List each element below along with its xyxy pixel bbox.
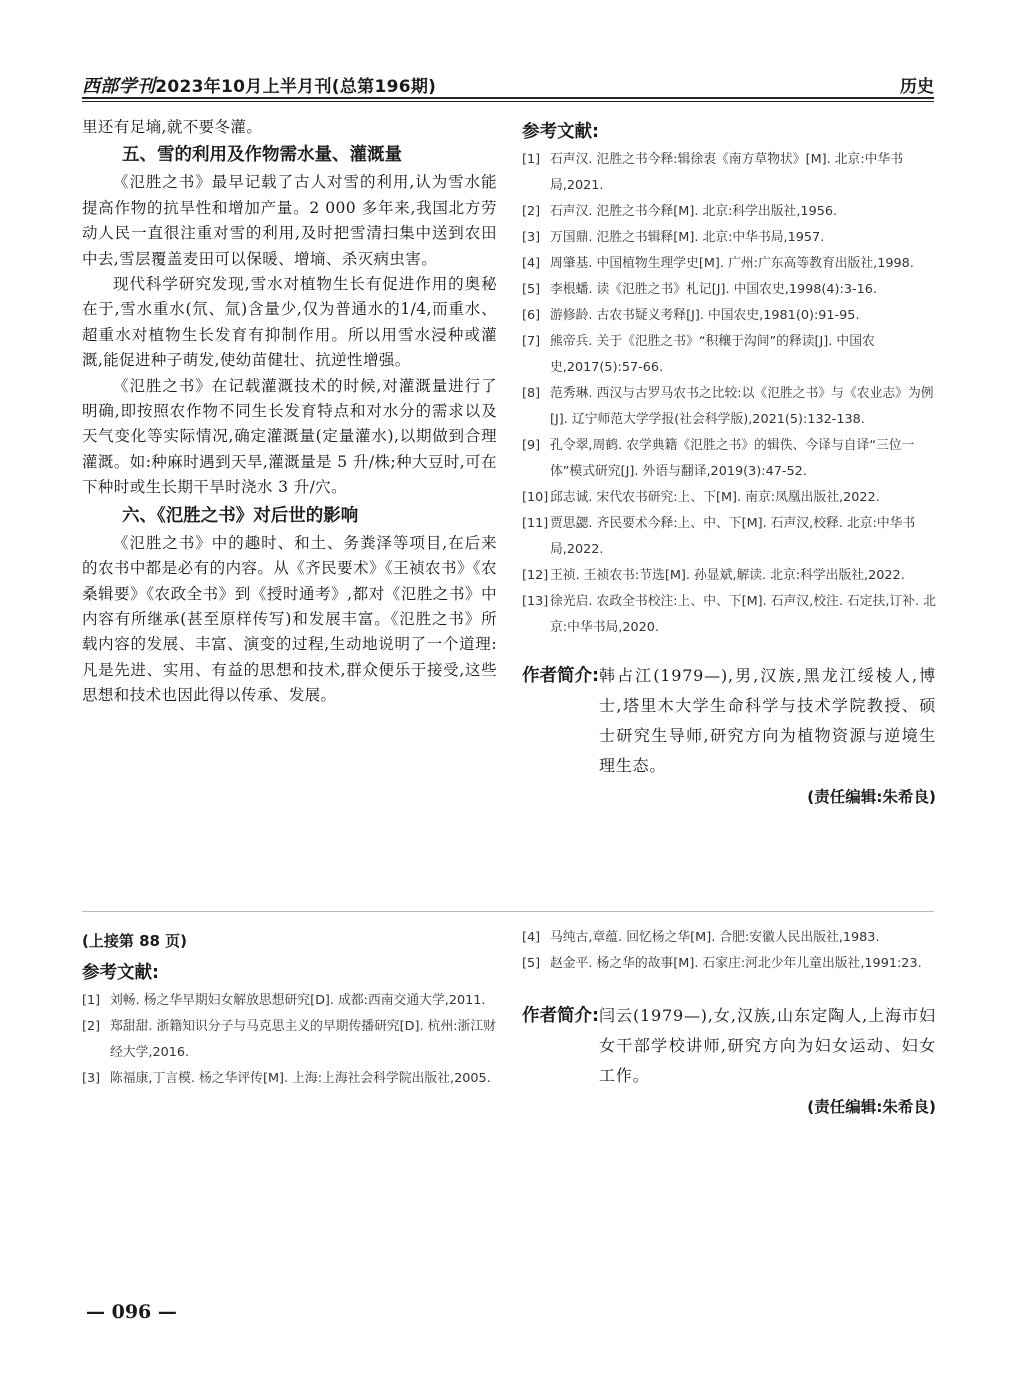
header-rule — [82, 97, 934, 99]
reference-item: [9] 孔令翠,周鹤. 农学典籍《氾胜之书》的辑佚、今译与自译“三位一体”模式研究[J]. 外语与翻译,2019(3):47-52. — [522, 438, 915, 479]
author-text: 闫云(1979—),女,汉族,山东定陶人,上海市妇女干部学校讲师,研究方向为妇女运动、妇女工作。 — [599, 1006, 936, 1085]
reference-item: [7] 熊帝兵. 关于《氾胜之书》“积穰于沟间”的释读[J]. 中国农史,2017(5):57-66. — [522, 334, 875, 375]
reference-item: [2] 石声汉. 氾胜之书今释[M]. 北京:科学出版社,1956. — [522, 204, 838, 219]
reference-item: [1] 石声汉. 氾胜之书今释:辑徐衷《南方草物状》[M]. 北京:中华书局,2021. — [522, 152, 904, 193]
section-heading-5: 五、雪的利用及作物需水量、灌溉量 — [122, 145, 402, 166]
section-heading-6: 六、《氾胜之书》对后世的影响 — [122, 505, 359, 526]
references-heading: 参考文献: — [522, 122, 599, 142]
reference-item: [1] 刘畅. 杨之华早期妇女解放思想研究[D]. 成都:西南交通大学,2011. — [82, 993, 486, 1008]
body-paragraph: 现代科学研究发现,雪水对植物生长有促进作用的奥秘在于,雪水重水(氘、氚)含量少,仅为普通水的1/4,而重水、超重水对植物生长发育有抑制作用。所以用雪水浸种或灌溉,能促进种子萌发,使幼苗健壮、抗逆性增强。 — [82, 275, 497, 370]
bottom-left-block — [82, 930, 497, 1092]
reference-item: [4] 周肇基. 中国植物生理学史[M]. 广州:广东高等教育出版社,1998. — [522, 256, 914, 271]
header-rule-thin — [82, 101, 934, 102]
reference-item: [3] 陈福康,丁言模. 杨之华评传[M]. 上海:上海社会科学院出版社,2005. — [82, 1071, 491, 1086]
reference-item: [11] 贾思勰. 齐民要术今释:上、中、下[M]. 石声汉,校释. 北京:中华书局,2022. — [522, 516, 916, 557]
body-paragraph: 《氾胜之书》最早记载了古人对雪的利用,认为雪水能提高作物的抗旱性和增加产量。2 000 多年来,我国北方劳动人民一直很注重对雪的利用,及时把雪清扫集中送到农田中去,雪层覆盖麦田可以保暖、增墒、杀灭病虫害。 — [82, 173, 497, 268]
reference-item: [3] 万国鼎. 氾胜之书辑释[M]. 北京:中华书局,1957. — [522, 230, 825, 245]
author-bio — [522, 661, 936, 781]
reference-item: [5] 赵金平. 杨之华的故事[M]. 石家庄:河北少年儿童出版社,1991:23. — [522, 956, 922, 971]
author-label: 作者简介: — [522, 666, 599, 686]
author-label: 作者简介: — [522, 1006, 599, 1026]
journal-logo: 西部学刊 — [82, 76, 156, 97]
bottom-right-block — [522, 925, 936, 1117]
reference-item: [12] 王祯. 王祯农书:节选[M]. 孙显斌,解读. 北京:科学出版社,2022. — [522, 568, 905, 583]
reference-item: [5] 李根蟠. 读《氾胜之书》札记[J]. 中国农史,1998(4):3-16. — [522, 282, 877, 297]
journal-title — [82, 72, 436, 98]
reference-item: [6] 游修龄. 古农书疑义考释[J]. 中国农史,1981(0):91-95. — [522, 308, 860, 323]
body-paragraph: 《氾胜之书》中的趣时、和土、务粪泽等项目,在后来的农书中都是必有的内容。从《齐民要术》《王祯农书》《农桑辑要》《农政全书》到《授时通考》,都对《氾胜之书》中内容有所继承(甚至原样传写)和发展丰富。《氾胜之书》所载内容的发展、丰富、演变的过程,生动地说明了一个道理:凡是先进、实用、有益的思想和技术,群众便乐于接受,这些思想和技术也因此得以传承、发展。 — [82, 533, 497, 705]
reference-item: [4] 马纯古,章蕴. 回忆杨之华[M]. 合肥:安徽人民出版社,1983. — [522, 930, 880, 945]
references-heading: 参考文献: — [82, 963, 159, 983]
author-bio — [522, 1001, 936, 1091]
reference-item: [2] 郑甜甜. 浙籍知识分子与马克思主义的早期传播研究[D]. 杭州:浙江财经大学,2016. — [82, 1019, 496, 1060]
reference-item: [10] 邱志诚. 宋代农书研究:上、下[M]. 南京:凤凰出版社,2022. — [522, 490, 880, 505]
section-divider — [82, 911, 934, 912]
editor-credit: (责任编辑:朱希良) — [807, 1098, 936, 1116]
left-column — [82, 115, 497, 709]
editor-credit: (责任编辑:朱希良) — [807, 788, 936, 806]
body-paragraph: 《氾胜之书》在记载灌溉技术的时候,对灌溉量进行了明确,即按照农作物不同生长发育特点和对水分的需求以及天气变化等实际情况,确定灌溉量(定量灌水),以期做到合理灌溉。如:种麻时遇到天旱,灌溉量是 5 升/株;种大豆时,可在下种时或生长期干旱时浇水 3 升/穴。 — [82, 376, 497, 497]
page-number: — 096 — — [86, 1301, 177, 1323]
reference-item: [8] 范秀琳. 西汉与古罗马农书之比较:以《氾胜之书》与《农业志》为例[J]. 辽宁师范大学学报(社会科学版),2021(5):132-138. — [522, 386, 934, 427]
continued-note: (上接第 88 页) — [82, 932, 188, 950]
reference-item: [13] 徐光启. 农政全书校注:上、中、下[M]. 石声汉,校注. 石定扶,订补. 北京:中华书局,2020. — [522, 594, 936, 635]
references-list — [522, 147, 936, 641]
right-column — [522, 118, 936, 807]
body-paragraph: 里还有足墒,就不要冬灌。 — [82, 118, 263, 136]
journal-issue: 2023年10月上半月刊(总第196期) — [155, 77, 437, 97]
section-tag: 历史 — [900, 77, 934, 97]
author-text: 韩占江(1979—),男,汉族,黑龙江绥棱人,博士,塔里木大学生命科学与技术学院教授、硕士研究生导师,研究方向为植物资源与逆境生理生态。 — [599, 666, 936, 775]
